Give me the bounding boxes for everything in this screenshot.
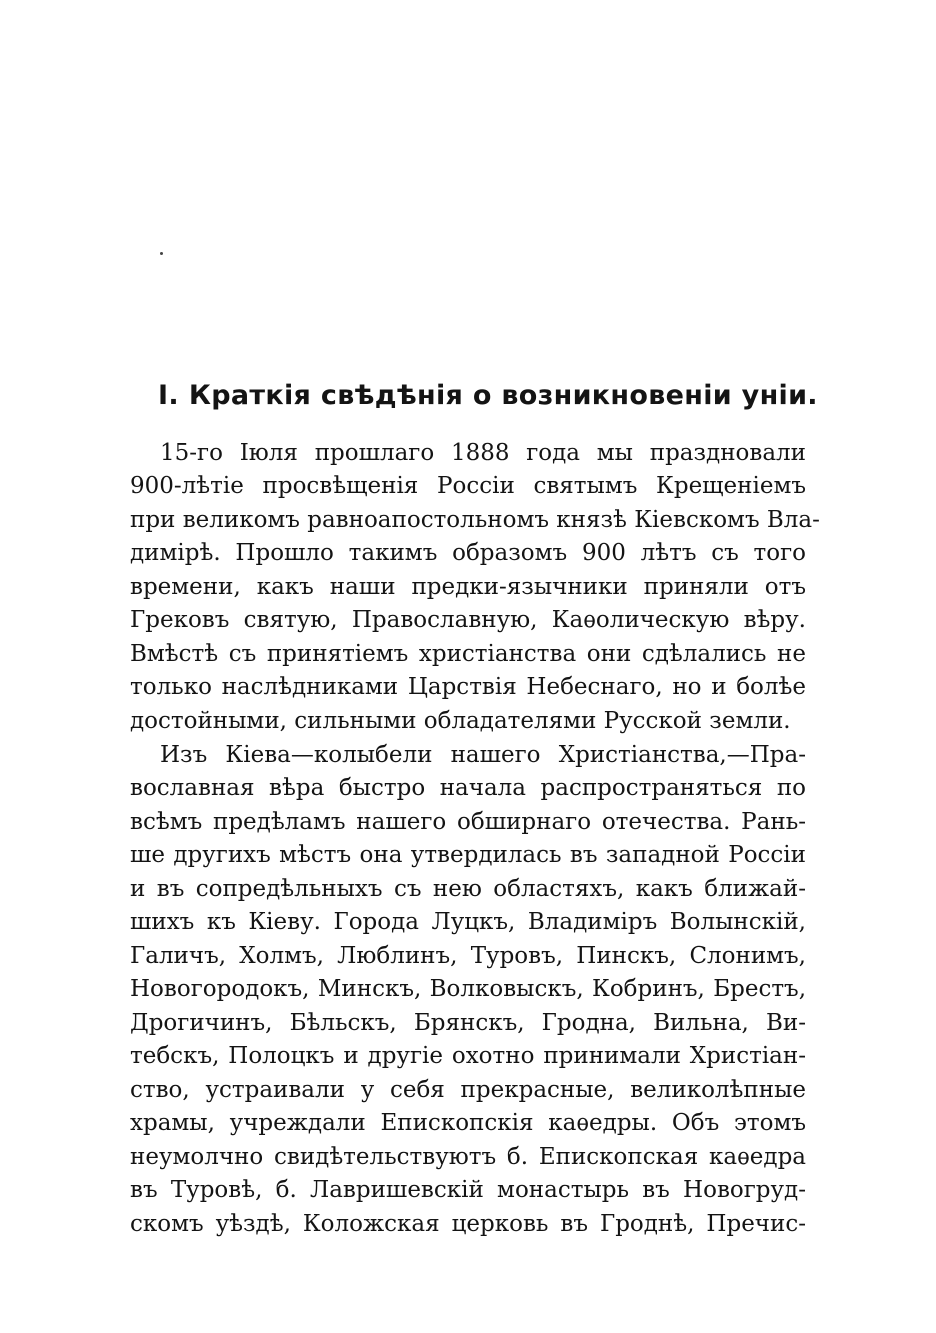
text-line: ше другихъ мѣстъ она утвердилась въ западной Россіи [130, 842, 806, 868]
text-line: Грековъ святую, Православную, Каѳолическую вѣру. [130, 607, 806, 633]
text-line: 900-лѣтіе просвѣщенія Россіи святымъ Крещеніемъ [130, 473, 806, 499]
text-line: всѣмъ предѣламъ нашего обширнаго отечества. Рань- [130, 809, 806, 835]
text-line: ство, устраивали у себя прекрасные, великолѣпные [130, 1077, 806, 1103]
text-line: скомъ уѣздѣ, Коложская церковь въ Гроднѣ, Пречис- [130, 1211, 806, 1237]
text-line: шихъ къ Кіеву. Города Луцкъ, Владиміръ Волынскій, [130, 909, 806, 935]
text-line: Новогородокъ, Минскъ, Волковыскъ, Кобринъ, Брестъ, [130, 976, 806, 1002]
ink-speck [160, 252, 163, 255]
chapter-number: I. [158, 380, 179, 411]
text-line: Изъ Кіева—колыбели нашего Христіанства,—Пра- [160, 742, 806, 768]
text-line: вославная вѣра быстро начала распространяться по [130, 775, 806, 801]
text-line: Дрогичинъ, Бѣльскъ, Брянскъ, Гродна, Вильна, Ви- [130, 1010, 806, 1036]
text-line: Галичъ, Холмъ, Люблинъ, Туровъ, Пинскъ, Слонимъ, [130, 943, 806, 969]
text-line: димірѣ. Прошло такимъ образомъ 900 лѣтъ съ того [130, 540, 806, 566]
text-line: неумолчно свидѣтельствуютъ б. Епископская каѳедра [130, 1144, 806, 1170]
text-line: тебскъ, Полоцкъ и другіе охотно принимали Христіан- [130, 1043, 806, 1069]
text-line: храмы, учреждали Епископскія каѳедры. Объ этомъ [130, 1110, 806, 1136]
text-line: времени, какъ наши предки-язычники приняли отъ [130, 574, 806, 600]
text-line: 15-го Іюля прошлаго 1888 года мы праздновали [160, 440, 806, 466]
text-line: въ Туровѣ, б. Лавришевскій монастырь въ Новогруд- [130, 1177, 806, 1203]
text-line: достойными, сильными обладателями Русской земли. [130, 708, 791, 734]
text-line: Вмѣстѣ съ принятіемъ христіанства они сдѣлались не [130, 641, 806, 667]
text-line: и въ сопредѣльныхъ съ нею областяхъ, какъ ближай- [130, 876, 806, 902]
chapter-heading [158, 376, 818, 416]
chapter-title: Краткія свѣдѣнія о возникновеніи уніи. [188, 380, 818, 411]
text-line: только наслѣдниками Царствія Небеснаго, но и болѣе [130, 674, 806, 700]
text-line: при великомъ равноапостольномъ князѣ Кіевскомъ Вла- [130, 507, 820, 533]
